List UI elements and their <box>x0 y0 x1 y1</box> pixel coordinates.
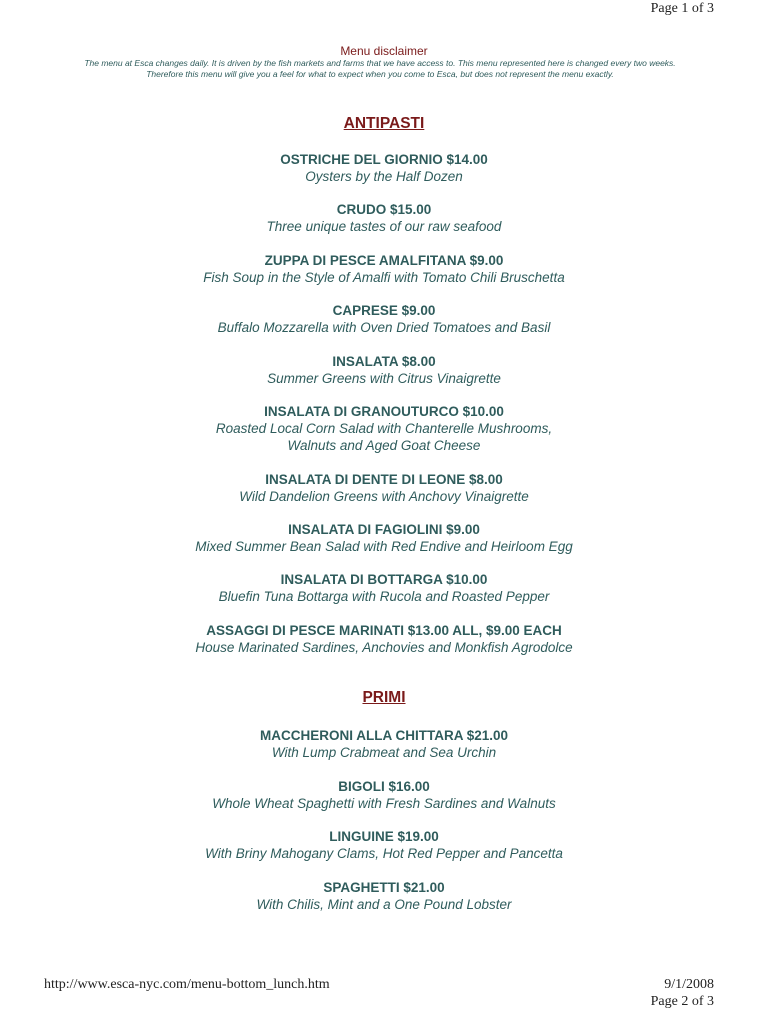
menu-item-description: With Briny Mahogany Clams, Hot Red Pepper and Pancetta <box>205 846 563 861</box>
menu-item-name: INSALATA DI FAGIOLINI $9.00 <box>288 522 480 537</box>
menu-item-name: OSTRICHE DEL GIORNIO $14.00 <box>280 152 488 167</box>
menu-item-description: Fish Soup in the Style of Amalfi with Tomato Chili Bruschetta <box>203 270 565 285</box>
disclaimer-line: Therefore this menu will give you a feel for what to expect when you come to Esca, but does not represent the menu exactly. <box>146 69 614 79</box>
menu-item-name: ZUPPA DI PESCE AMALFITANA $9.00 <box>264 253 504 268</box>
menu-item-name: CAPRESE $9.00 <box>332 303 436 318</box>
menu-item <box>0 151 768 185</box>
menu-item-description: Roasted Local Corn Salad with Chanterelle Mushrooms, <box>215 421 553 436</box>
section-title-antipasti: ANTIPASTI <box>343 115 425 132</box>
menu-item-name: INSALATA DI DENTE DI LEONE $8.00 <box>265 472 503 487</box>
menu-item <box>0 521 768 555</box>
section-title-primi: PRIMI <box>362 689 406 706</box>
menu-item-name: INSALATA DI GRANOUTURCO $10.00 <box>264 404 504 419</box>
menu-item-description: Walnuts and Aged Goat Cheese <box>287 438 481 453</box>
menu-item <box>0 622 768 656</box>
menu-item-description: Oysters by the Half Dozen <box>305 169 463 184</box>
menu-item <box>0 252 768 286</box>
menu-item <box>0 571 768 605</box>
menu-item-name: INSALATA $8.00 <box>332 354 436 369</box>
menu-item-name: ASSAGGI DI PESCE MARINATI $13.00 ALL, $9.00 EACH <box>206 623 562 638</box>
menu-item <box>0 302 768 336</box>
page-number-top: Page 1 of 3 <box>650 1 714 16</box>
menu-item <box>0 403 768 454</box>
menu-item-description: Three unique tastes of our raw seafood <box>266 219 502 234</box>
disclaimer-title: Menu disclaimer <box>340 44 428 58</box>
menu-item-name: INSALATA DI BOTTARGA $10.00 <box>280 572 488 587</box>
disclaimer-text <box>40 58 720 80</box>
menu-item-name: LINGUINE $19.00 <box>329 829 439 844</box>
menu-item <box>0 471 768 505</box>
menu-item-description: With Lump Crabmeat and Sea Urchin <box>271 745 497 760</box>
menu-item-name: MACCHERONI ALLA CHITTARA $21.00 <box>259 728 509 743</box>
menu-item <box>0 353 768 387</box>
menu-item-description: Mixed Summer Bean Salad with Red Endive and Heirloom Egg <box>195 539 573 554</box>
menu-item-description: House Marinated Sardines, Anchovies and Monkfish Agrodolce <box>195 640 573 655</box>
menu-item <box>0 828 768 862</box>
menu-item <box>0 778 768 812</box>
menu-item-description: Summer Greens with Citrus Vinaigrette <box>267 371 501 386</box>
menu-item-description: Buffalo Mozzarella with Oven Dried Tomatoes and Basil <box>217 320 551 335</box>
menu-item <box>0 201 768 235</box>
menu-item-description: Bluefin Tuna Bottarga with Rucola and Roasted Pepper <box>218 589 550 604</box>
page-number-bottom: Page 2 of 3 <box>650 994 714 1009</box>
menu-item-description: Whole Wheat Spaghetti with Fresh Sardines and Walnuts <box>212 796 556 811</box>
disclaimer-line: The menu at Esca changes daily. It is driven by the fish markets and farms that we have access to. This menu represented here is changed every two weeks. <box>84 58 676 68</box>
footer-date: 9/1/2008 <box>664 977 714 992</box>
menu-item-name: BIGOLI $16.00 <box>338 779 430 794</box>
menu-item <box>0 879 768 913</box>
menu-item-description: With Chilis, Mint and a One Pound Lobster <box>256 897 512 912</box>
footer-url: http://www.esca-nyc.com/menu-bottom_lunch.htm <box>44 977 330 992</box>
menu-item-name: CRUDO $15.00 <box>336 202 432 217</box>
menu-item <box>0 727 768 761</box>
menu-item-name: SPAGHETTI $21.00 <box>323 880 445 895</box>
menu-item-description: Wild Dandelion Greens with Anchovy Vinaigrette <box>239 489 529 504</box>
